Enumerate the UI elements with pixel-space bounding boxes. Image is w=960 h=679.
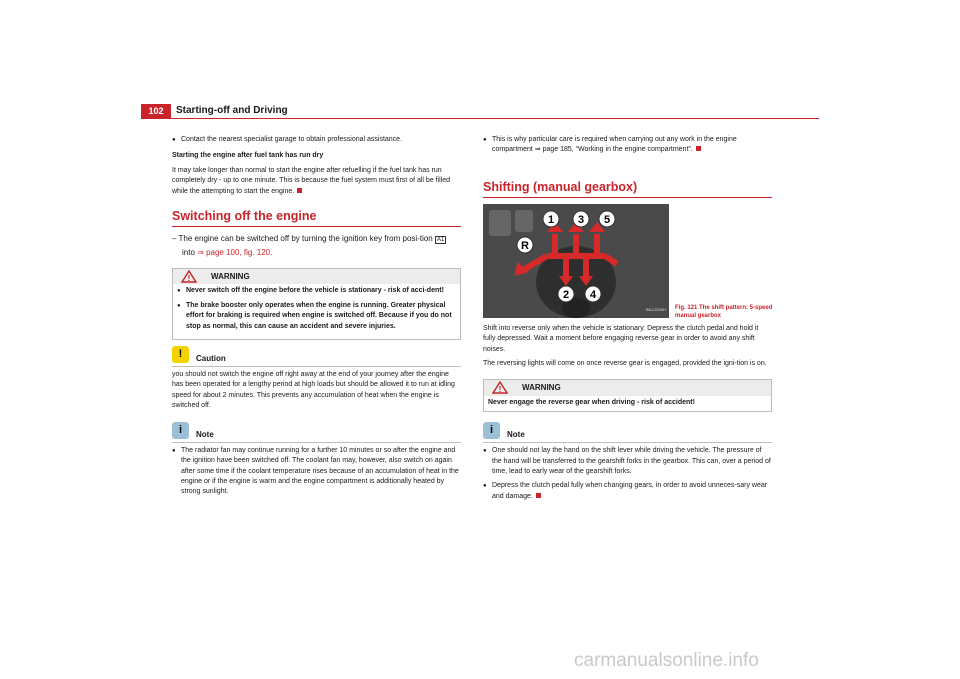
caution-text: you should not switch the engine off right away at the end of your journey after the engine has been operated for a lengthy period at high loads but should be allowed it to run at idling speed for about 2 minutes. This prevents any accumulation of heat when the engine is switched off.: [172, 366, 461, 412]
figure-code: B5J-2034H: [645, 307, 666, 313]
gear-shift-illustration: [483, 204, 669, 318]
warning-header: [484, 380, 771, 395]
gear-label: R: [521, 239, 529, 252]
note-item: ● One should not lay the hand on the shift lever while driving the vehicle. The pressure of the hand will be transferred to the gearshift forks in the gearbox. This can, over a period of time, lead to early wear of the gearshift forks.: [483, 446, 772, 477]
warning-text: Never engage the reverse gear when driving - risk of accident!: [488, 398, 695, 406]
right-column: [483, 135, 772, 506]
gear-label: 4: [589, 288, 597, 301]
warning-header: [173, 269, 460, 284]
subheading: Starting the engine after fuel tank has run dry: [172, 152, 324, 160]
chapter-title: Starting-off and Driving: [176, 105, 288, 116]
warning-box: [483, 379, 772, 412]
svg-text:!: !: [187, 274, 191, 284]
bullet-item: ● This is why particular care is required when carrying out any work in the engine compartment ⇒ page 185, “Working in the engine compartment”.: [483, 135, 772, 156]
paragraph: Shift into reverse only when the vehicle is stationary. Depress the clutch pedal and hold it fully depressed. Wait a moment before engaging reverse gear in order to avoid any shift noises.: [483, 324, 759, 353]
paragraph: The reversing lights will come on once reverse gear is engaged, provided the igni-tion is on.: [483, 360, 767, 368]
header-rule: [141, 118, 819, 119]
note-icon: i: [172, 422, 189, 439]
note-title: Note: [196, 429, 214, 439]
svg-text:!: !: [498, 385, 502, 395]
symbol-a1: A1: [437, 237, 445, 244]
warning-triangle-icon: [181, 270, 197, 283]
note-title: Note: [507, 430, 525, 440]
page-number: 102: [141, 104, 171, 118]
end-marker: [696, 146, 701, 151]
shift-pattern-figure: [483, 204, 669, 318]
caution-title: Caution: [196, 354, 226, 364]
caution-header: [172, 346, 461, 364]
note-item: ● The radiator fan may continue running for a further 10 minutes or so after the engine and the ignition have been switched off. The coolant fan may, however, also switch on again after some time if the coolant temperature rises because of an accumulation of heat in the engine or if the engine is warm and the engine compartment is additionally heated by strong sunlight.: [172, 446, 461, 498]
page-link[interactable]: ⇒ page 100, fig. 120: [197, 247, 271, 257]
gear-label: 5: [603, 213, 611, 226]
note-header: [172, 422, 461, 440]
note-icon: i: [483, 422, 500, 439]
gear-label: 1: [547, 213, 555, 226]
section-heading: Shifting (manual gearbox): [483, 180, 772, 198]
end-marker: [536, 493, 541, 498]
caution-icon: !: [172, 346, 189, 363]
watermark: carmanualsonline.info: [574, 650, 759, 671]
pedal: [515, 210, 533, 232]
section-heading: Switching off the engine: [172, 209, 461, 227]
warning-item: ● Never switch off the engine before the vehicle is stationary - risk of acci-dent!: [177, 286, 456, 296]
left-column: [172, 135, 461, 502]
note-item: ● Depress the clutch pedal fully when changing gears, in order to avoid unneces-sary wear and damage.: [483, 481, 772, 502]
figure-caption: Fig. 121 The shift pattern: 5-speed manual gearbox: [675, 305, 773, 319]
note-header: [483, 422, 772, 440]
gear-label: 2: [562, 288, 570, 301]
paragraph: It may take longer than normal to start the engine after refuelling if the fuel tank has run completely dry - up to one minute. This is because the fuel system must first of all be filled while the attempting to start the engine.: [172, 166, 451, 195]
warning-triangle-icon: [492, 381, 508, 394]
pedal: [489, 210, 511, 236]
instruction-step: – The engine can be switched off by turning the ignition key from posi-tion A1 into ⇒ page 100, fig. 120.: [172, 234, 445, 257]
warning-title: WARNING: [522, 383, 561, 393]
warning-item: ● The brake booster only operates when the engine is running. Greater physical effort for braking is required when engine is switched off. Because if you do not stop as normal, this can cause an accident and severe injuries.: [177, 301, 456, 332]
bullet-item: ● Contact the nearest specialist garage to obtain professional assistance.: [172, 135, 461, 145]
warning-box: [172, 268, 461, 340]
end-marker: [297, 188, 302, 193]
warning-title: WARNING: [211, 272, 250, 282]
gear-label: 3: [577, 213, 585, 226]
